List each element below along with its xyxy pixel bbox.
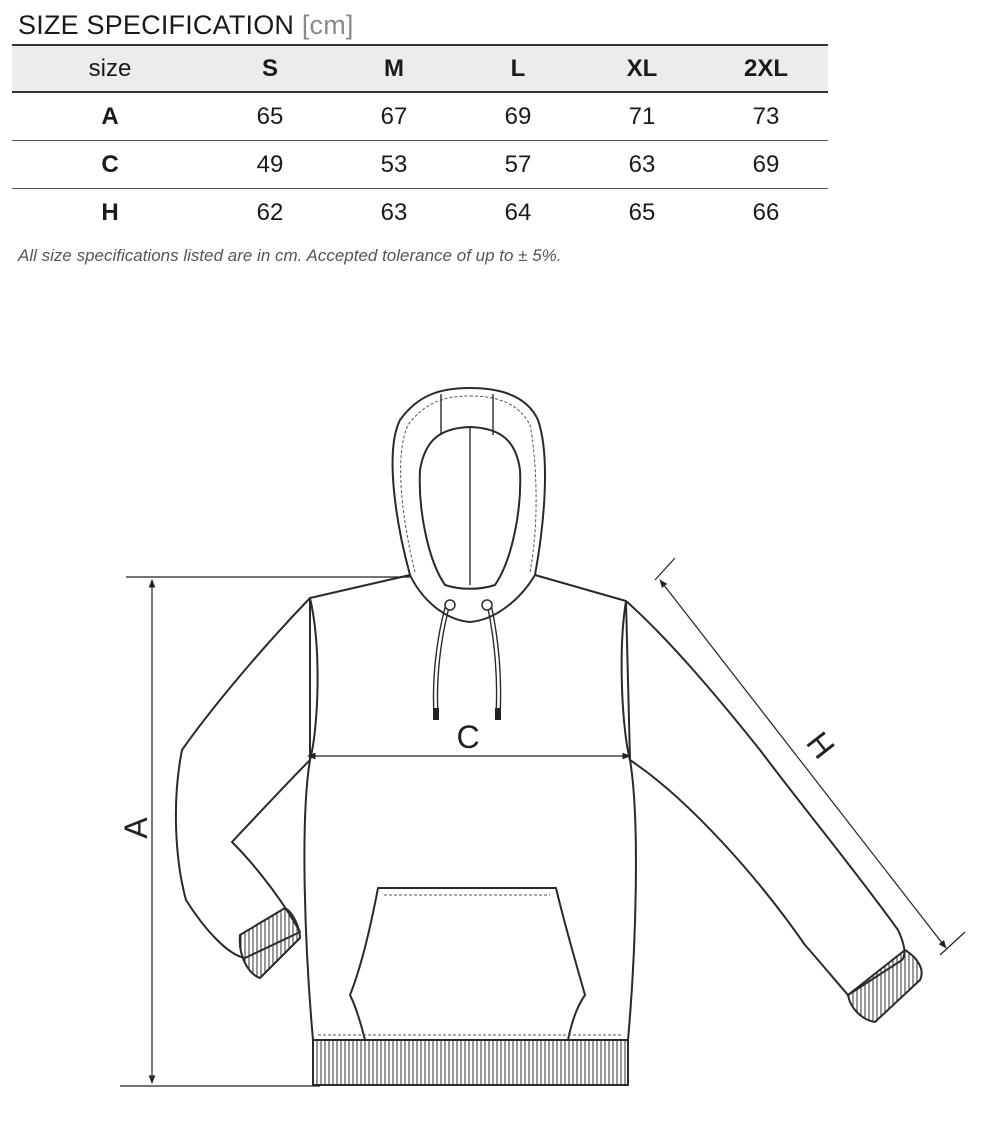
row-label-c: C bbox=[12, 141, 208, 189]
dimension-label-h: H bbox=[799, 725, 842, 766]
size-header-s: S bbox=[208, 45, 332, 92]
table-cell: 53 bbox=[332, 141, 456, 189]
row-label-a: A bbox=[12, 92, 208, 141]
table-cell: 49 bbox=[208, 141, 332, 189]
table-cell: 73 bbox=[704, 92, 828, 141]
title-main: SIZE SPECIFICATION bbox=[18, 10, 295, 40]
kangaroo-pocket bbox=[350, 888, 585, 1040]
size-header-xl: XL bbox=[580, 45, 704, 92]
table-cell: 57 bbox=[456, 141, 580, 189]
table-cell: 69 bbox=[456, 92, 580, 141]
dimension-label-a: A bbox=[118, 817, 154, 839]
left-sleeve bbox=[176, 598, 310, 958]
title-unit: [cm] bbox=[301, 10, 354, 40]
size-column-header: size bbox=[12, 45, 208, 92]
table-cell: 65 bbox=[628, 198, 656, 226]
table-cell: 67 bbox=[332, 92, 456, 141]
table-cell: 62 bbox=[256, 198, 284, 226]
size-header-m: M bbox=[332, 45, 456, 92]
table-cell: 69 bbox=[704, 141, 828, 189]
tolerance-note: All size specifications listed are in cm. Accepted tolerance of up to ± 5%. bbox=[18, 246, 562, 265]
size-header-2xl: 2XL bbox=[704, 45, 828, 92]
table-cell: 63 bbox=[580, 141, 704, 189]
row-label-h: H bbox=[101, 198, 119, 226]
right-sleeve bbox=[626, 601, 904, 995]
waistband bbox=[313, 1040, 628, 1085]
table-cell: 71 bbox=[580, 92, 704, 141]
dimension-label-c: C bbox=[456, 719, 480, 755]
table-cell: 63 bbox=[380, 198, 408, 226]
table-cell: 64 bbox=[504, 198, 532, 226]
table-cell: 65 bbox=[208, 92, 332, 141]
size-header-l: L bbox=[456, 45, 580, 92]
table-cell: 66 bbox=[752, 198, 780, 226]
